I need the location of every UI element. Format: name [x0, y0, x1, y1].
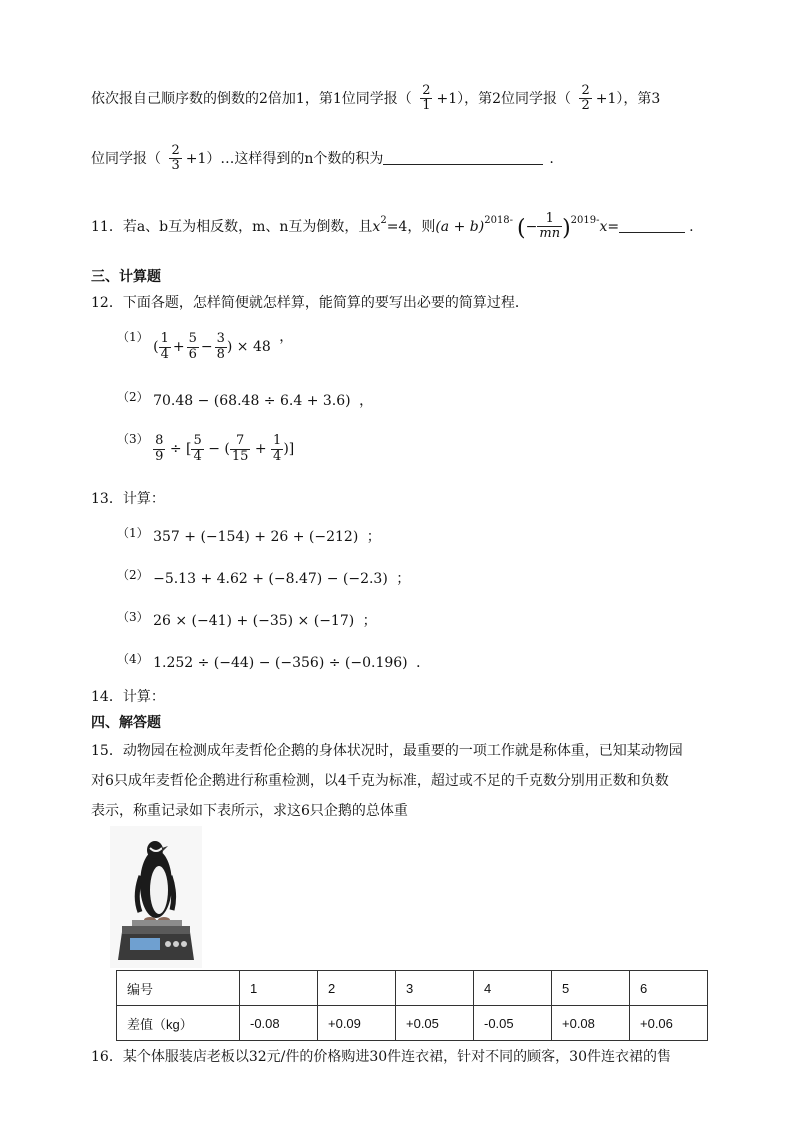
q10-line2	[91, 144, 554, 174]
q12-item2	[117, 388, 373, 410]
suffix: ，	[279, 329, 294, 345]
item-number: （3）	[117, 610, 149, 624]
q11-line	[91, 212, 694, 242]
frac-num: 2	[422, 83, 431, 98]
suffix: ；	[362, 613, 377, 629]
weight-table	[116, 970, 708, 1041]
q13-item4	[117, 650, 430, 672]
q15-line2: 对6只成年麦哲伦企鹅进行称重检测，以4千克为标准，超过或不足的千克数分别用正数和负数	[91, 773, 669, 789]
frac-num: 8	[155, 433, 164, 449]
frac-num: 1	[273, 433, 282, 449]
q11-eq: =	[607, 218, 620, 235]
table-cell: +0.09	[318, 1006, 396, 1041]
op: )]	[283, 441, 295, 457]
q13-item3	[117, 608, 377, 630]
q10-frac1	[420, 84, 432, 114]
q11-answer-blank[interactable]	[619, 218, 685, 233]
frac-den: 4	[160, 346, 169, 362]
q10-frac2	[579, 84, 591, 114]
section-4-heading: 四、解答题	[91, 715, 161, 731]
item-number: （4）	[117, 652, 149, 666]
paren: (	[153, 339, 159, 355]
table-cell: 差值（kg）	[117, 1006, 240, 1041]
frac-den: mn	[539, 226, 561, 242]
q13-expr1: 357 + (−154) + 26 + (−212)	[153, 529, 359, 545]
q10-frac3	[169, 144, 181, 174]
table-row	[117, 971, 708, 1006]
table-header-cell: 6	[630, 971, 708, 1006]
q10-text-d: 位同学报（	[91, 150, 161, 167]
q13-item1	[117, 524, 381, 546]
q13-title: 13．计算：	[91, 491, 165, 507]
q11-x-sup: 2	[380, 214, 387, 226]
penguin-scale-image	[110, 826, 202, 968]
table-cell: +0.06	[630, 1006, 708, 1041]
frac-den: 4	[273, 448, 282, 464]
q12-expr1	[153, 331, 275, 362]
table-header-cell: 2	[318, 971, 396, 1006]
table-header-cell: 1	[240, 971, 318, 1006]
q11-minus: −	[525, 218, 538, 235]
table-row	[117, 1006, 708, 1041]
op: − (	[203, 441, 230, 457]
op: +	[172, 339, 185, 355]
frac-den: 1	[422, 98, 431, 114]
frac-den: 8	[216, 346, 225, 362]
suffix: ；	[396, 571, 411, 587]
table-header-cell: 编号	[117, 971, 240, 1006]
frac	[187, 332, 199, 362]
suffix: ．	[416, 655, 431, 671]
item-number: （2）	[117, 568, 149, 582]
q12-expr2: 70.48 − (68.48 ÷ 6.4 + 3.6)	[153, 393, 351, 409]
suffix: ，	[359, 393, 374, 409]
frac	[215, 332, 227, 362]
table-cell: -0.08	[240, 1006, 318, 1041]
q11-end: .	[689, 218, 694, 235]
frac	[159, 332, 171, 362]
q13-item2	[117, 566, 410, 588]
q11-expr-exp1: 2018-	[484, 214, 514, 226]
frac-num: 1	[160, 331, 169, 347]
table-header-cell: 4	[474, 971, 552, 1006]
table-cell: -0.05	[474, 1006, 552, 1041]
frac-den: 4	[193, 448, 202, 464]
frac	[191, 434, 203, 464]
q13-expr2: −5.13 + 4.62 + (−8.47) − (−2.3)	[153, 571, 388, 587]
q13-expr4: 1.252 ÷ (−44) − (−356) ÷ (−0.196)	[153, 655, 408, 671]
item-number: （2）	[117, 390, 149, 404]
frac	[230, 434, 251, 464]
frac-num: 5	[188, 331, 197, 347]
q11-expr-base: (a + b)	[435, 218, 485, 235]
q11-x: x	[372, 218, 381, 235]
frac-den: 3	[171, 158, 180, 174]
op: ÷ [	[165, 441, 192, 457]
q14-title: 14．计算：	[91, 689, 165, 705]
q11-frac	[537, 212, 562, 242]
frac-num: 1	[545, 211, 554, 226]
q12-item1	[117, 326, 293, 362]
table-header-cell: 5	[552, 971, 630, 1006]
table-cell: +0.05	[396, 1006, 474, 1041]
op: +	[250, 441, 272, 457]
suffix: ；	[366, 529, 381, 545]
frac-num: 3	[216, 331, 225, 347]
frac-den: 15	[231, 448, 249, 464]
frac-den: 2	[581, 98, 590, 114]
q10-text-e: +1）…这样得到的n个数的积为	[185, 150, 384, 167]
q10-answer-blank[interactable]	[383, 150, 543, 165]
q12-expr3	[153, 433, 295, 464]
q10-text-c: +1），第3	[595, 90, 661, 107]
item-number: （3）	[117, 432, 149, 446]
q13-expr3: 26 × (−41) + (−35) × (−17)	[153, 613, 355, 629]
op: ) × 48	[226, 339, 271, 355]
frac-den: 6	[188, 346, 197, 362]
q11-eq4: =4，则	[386, 218, 436, 235]
q12-title: 12．下面各题，怎样简便就怎样算，能简算的要写出必要的简算过程．	[91, 295, 529, 311]
penguin-scale-illustration	[110, 826, 202, 968]
frac-num: 2	[581, 83, 590, 98]
frac	[271, 434, 283, 464]
q11-x2: x	[599, 218, 608, 235]
section-3-heading: 三、计算题	[91, 269, 161, 285]
q10-end: .	[549, 150, 554, 167]
q10-text-b: +1），第2位同学报（	[436, 90, 572, 107]
frac-num: 5	[193, 433, 202, 449]
q16-line1: 16．某个体服装店老板以32元/件的价格购进30件连衣裙，针对不同的顾客，30件连衣裙的售	[91, 1049, 671, 1065]
q11-text: 11．若a、b互为相反数，m、n互为倒数，且	[91, 218, 373, 235]
frac-num: 2	[171, 143, 180, 158]
q15-line1: 15．动物园在检测成年麦哲伦企鹅的身体状况时，最重要的一项工作就是称体重，已知某动物园	[91, 743, 683, 759]
q11-paren-right: )	[562, 215, 571, 241]
frac-num: 7	[235, 433, 245, 449]
table-cell: +0.08	[552, 1006, 630, 1041]
q11-expr-exp2: 2019-	[570, 214, 600, 226]
frac-den: 9	[155, 448, 164, 464]
q10-text-a: 依次报自己顺序数的倒数的2倍加1，第1位同学报（	[91, 90, 412, 107]
item-number: （1）	[117, 330, 149, 344]
frac	[153, 434, 165, 464]
table-header-cell: 3	[396, 971, 474, 1006]
q10-line1	[91, 84, 660, 114]
op: −	[200, 339, 213, 355]
q12-item3	[117, 430, 294, 464]
q11-paren-left: (	[517, 215, 526, 241]
item-number: （1）	[117, 526, 149, 540]
q15-line3: 表示，称重记录如下表所示，求这6只企鹅的总体重	[91, 803, 408, 819]
